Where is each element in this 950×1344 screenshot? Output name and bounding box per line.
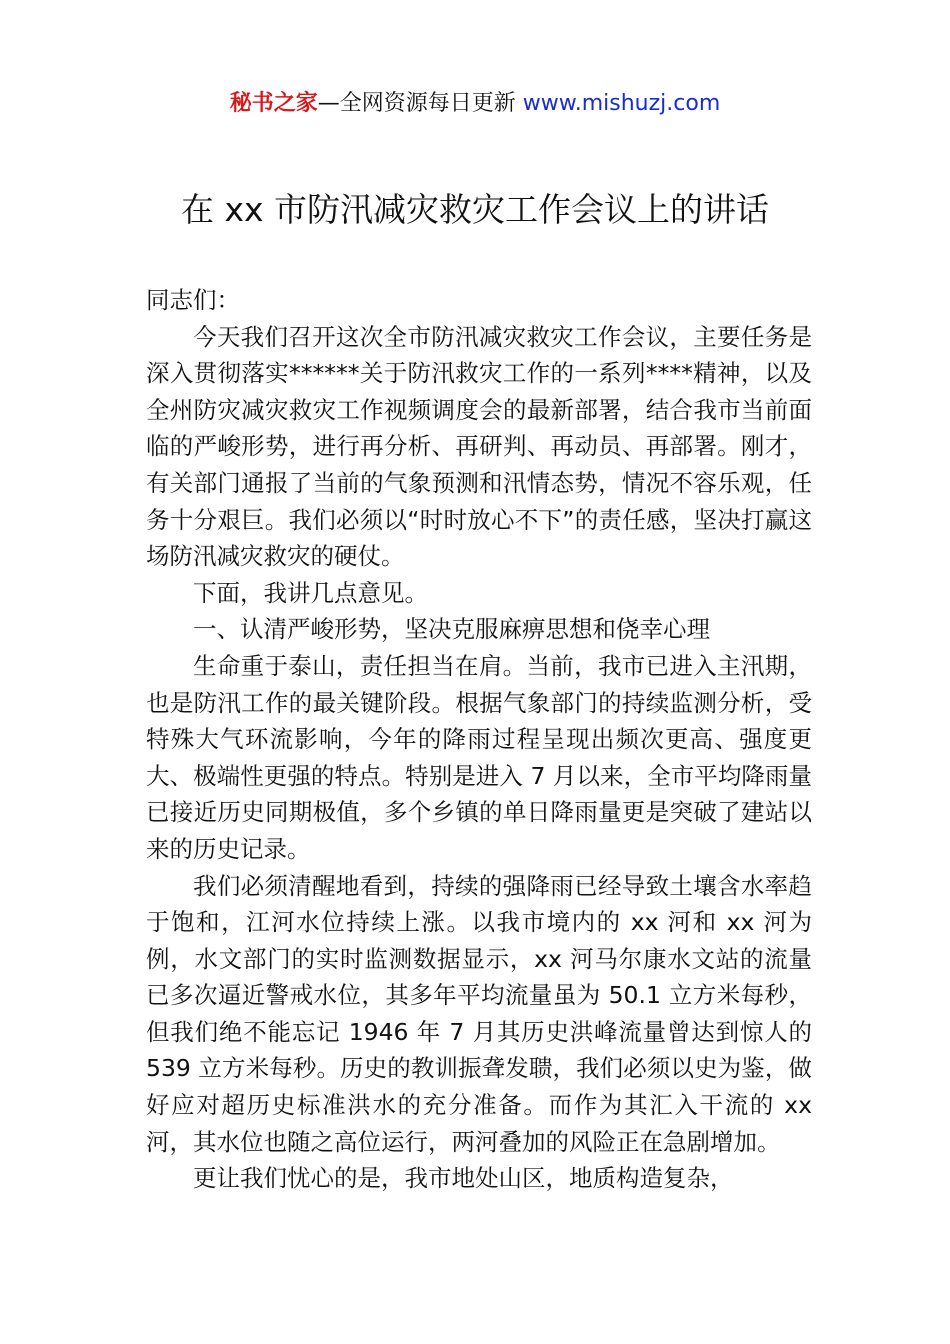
- paragraph: 更让我们忧心的是，我市地处山区，地质构造复杂，: [193, 1164, 734, 1193]
- document-body: [146, 282, 812, 1197]
- document-title: 在 xx 市防汛减灾救灾工作会议上的讲话: [180, 190, 770, 229]
- paragraph: 我们必须清醒地看到，持续的强降雨已经导致土壤含水率趋于饱和，江河水位持续上涨。以我市境内的 xx 河和 xx 河为例，水文部门的实时监测数据显示，xx 河马尔康水文站的流量已多次逼近警戒水位，其多年平均流量虽为 50.1 立方米每秒，但我们绝不能忘记 1946 年 7 月其历史洪峰流量曾达到惊人的 539 立方米每秒。历史的教训振聋发聩，我们必须以史为鉴，做好应对超历史标准洪水的充分准备。而作为其汇入干流的 xx 河，其水位也随之高位运行，两河叠加的风险正在急剧增加。: [146, 871, 812, 1156]
- section-heading: 一、认清严峻形势，坚决克服麻痹思想和侥幸心理: [193, 615, 710, 644]
- header-tagline: —全网资源每日更新: [317, 91, 516, 116]
- salutation: 同志们：: [146, 286, 240, 314]
- site-url-link[interactable]: www.mishuzj.com: [522, 91, 721, 116]
- site-header: [0, 86, 950, 122]
- paragraph: 下面，我讲几点意见。: [193, 578, 428, 607]
- paragraph: 生命重于泰山，责任担当在肩。当前，我市已进入主汛期，也是防汛工作的最关键阶段。根据气象部门的持续监测分析，受特殊大气环流影响，今年的降雨过程呈现出频次更高、强度更大、极端性更强的特点。特别是进入 7 月以来，全市平均降雨量已接近历史同期极值，多个乡镇的单日降雨量更是突破了建站以来的历史记录。: [146, 651, 812, 863]
- brand-name: 秘书之家: [229, 91, 318, 116]
- paragraph: 今天我们召开这次全市防汛减灾救灾工作会议，主要任务是深入贯彻落实******关于防汛救灾工作的一系列****精神，以及全州防灾减灾救灾工作视频调度会的最新部署，结合我市当前面临的严峻形势，进行再分析、再研判、再动员、再部署。刚才，有关部门通报了当前的气象预测和汛情态势，情况不容乐观，任务十分艰巨。我们必须以“时时放心不下”的责任感，坚决打赢这场防汛减灾救灾的硬仗。: [146, 322, 812, 571]
